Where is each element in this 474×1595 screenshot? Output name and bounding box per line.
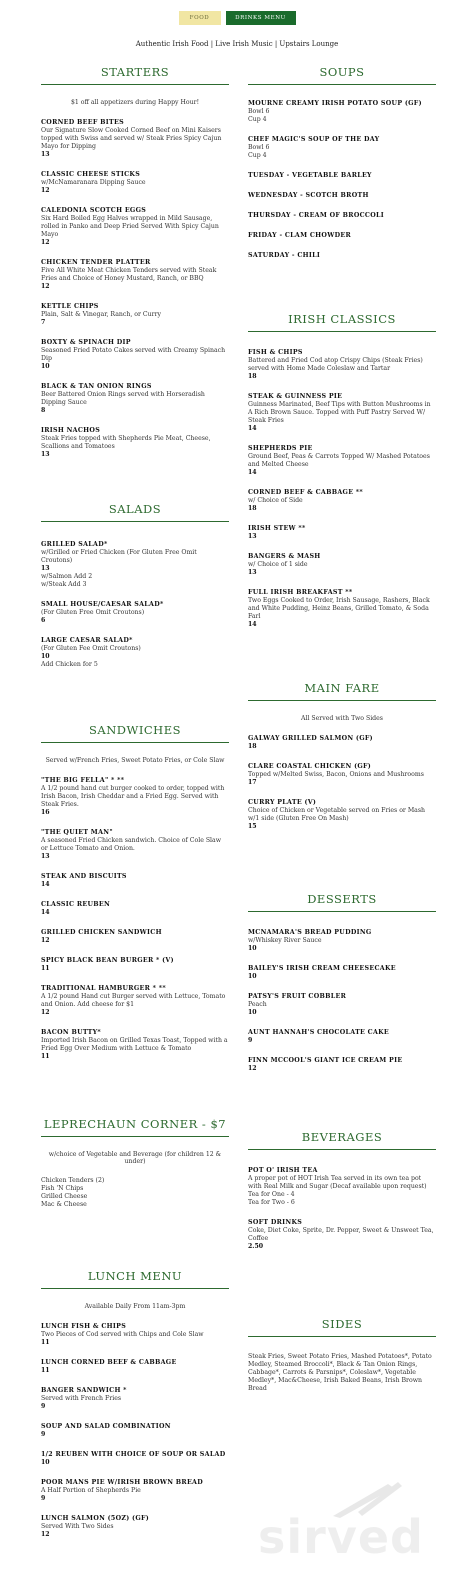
menu-item — [248, 231, 436, 240]
item-name: MCNAMARA'S BREAD PUDDING — [248, 929, 372, 936]
item-description: Coke, Diet Coke, Sprite, Dr. Pepper, Sweet & Unsweet Tea, Coffee — [248, 1227, 434, 1242]
item-name: CALEDONIA SCOTCH EGGS — [41, 207, 147, 214]
item-price: 12 — [41, 937, 50, 944]
item-name: BOXTY & SPINACH DIP — [41, 339, 131, 346]
item-price: 11 — [41, 1339, 50, 1346]
item-name: LUNCH CORNED BEEF & CABBAGE — [41, 1359, 177, 1366]
menu-item — [41, 382, 229, 415]
section-irish-classics — [248, 311, 436, 640]
item-name: POOR MANS PIE W/IRISH BROWN BREAD — [41, 1479, 203, 1486]
menu-item — [248, 1028, 436, 1045]
item-name: SOUP AND SALAD COMBINATION — [41, 1423, 171, 1430]
item-price: 12 — [41, 1009, 50, 1016]
menu-item — [41, 118, 229, 159]
section-divider — [41, 742, 229, 743]
menu-item — [248, 392, 436, 433]
section-divider — [41, 521, 229, 522]
section-desserts — [248, 891, 436, 1084]
tab-food[interactable]: FOOD — [179, 11, 221, 25]
item-name: TUESDAY - VEGETABLE BARLEY — [248, 172, 372, 179]
item-description: A seasoned Fried Chicken sandwich. Choice of Cole Slaw or Lettuce Tomato and Onion. — [41, 837, 222, 852]
item-description: Ground Beef, Peas & Carrots Topped W/ Mashed Potatoes and Melted Cheese — [248, 453, 430, 468]
menu-item — [248, 171, 436, 180]
menu-item — [248, 211, 436, 220]
item-name: CHICKEN TENDER PLATTER — [41, 259, 151, 266]
item-name: CHEF MAGIC'S SOUP OF THE DAY — [248, 136, 380, 143]
item-price: 10 — [41, 1459, 50, 1466]
menu-item — [248, 964, 436, 981]
menu-item — [41, 928, 229, 945]
menu-item — [41, 1450, 229, 1467]
menu-item — [41, 984, 229, 1017]
item-price: 11 — [41, 1367, 50, 1374]
section-title: SOUPS — [319, 65, 365, 79]
menu-item — [41, 338, 229, 371]
item-description: w/ Choice of 1 side — [248, 561, 308, 568]
item-price: 10 — [41, 653, 50, 660]
item-name: LUNCH FISH & CHIPS — [41, 1323, 127, 1330]
item-name: BAILEY'S IRISH CREAM CHEESECAKE — [248, 965, 396, 972]
menu-item — [248, 552, 436, 577]
item-name: CLARE COASTAL CHICKEN (GF) — [248, 763, 372, 770]
item-name: IRISH STEW ** — [248, 525, 306, 532]
item-name: BANGER SANDWICH * — [41, 1387, 127, 1394]
section-title: LUNCH MENU — [87, 1269, 183, 1283]
item-description: A 1/2 pound hand cut burger cooked to order, topped with Irish Bacon, Irish Cheddar and a Fried Egg. Served with Steak Fries. — [41, 785, 225, 808]
menu-item — [248, 135, 436, 160]
section-title: IRISH CLASSICS — [288, 312, 396, 326]
menu-item — [248, 191, 436, 200]
item-description: w/Whiskey River Sauce — [248, 937, 322, 944]
section-beverages — [248, 1129, 436, 1262]
item-name: BLACK & TAN ONION RINGS — [41, 383, 152, 390]
item-name: TRADITIONAL HAMBURGER * ** — [41, 985, 166, 992]
section-sandwiches — [41, 722, 229, 1072]
section-divider — [41, 1136, 229, 1137]
item-line: Cup 4 — [248, 152, 267, 159]
menu-item — [248, 444, 436, 477]
item-description: Two Pieces of Cod served with Chips and Cole Slaw — [41, 1331, 204, 1338]
section-title: STARTERS — [100, 65, 170, 79]
item-name: SATURDAY - CHILI — [248, 252, 321, 259]
item-description: (For Gluten Fee Omit Croutons) — [41, 645, 141, 652]
menu-item — [41, 302, 229, 327]
item-description: w/ Choice of Side — [248, 497, 303, 504]
menu-item — [41, 1514, 229, 1539]
item-name: SOFT DRINKS — [248, 1219, 303, 1226]
item-price: 15 — [248, 823, 257, 830]
right-column — [248, 0, 436, 1595]
item-name: LUNCH SALMON (5OZ) (GF) — [41, 1515, 150, 1522]
item-description: Seasoned Fried Potato Cakes served with Creamy Spinach Dip — [41, 347, 226, 362]
item-price: 9 — [41, 1403, 46, 1410]
item-price: 10 — [248, 973, 257, 980]
section-note: w/choice of Vegetable and Beverage (for children 12 & under) — [48, 1151, 222, 1165]
item-name: SHEPHERDS PIE — [248, 445, 313, 452]
item-price: 14 — [248, 425, 257, 432]
section-note: $1 off all appetizers during Happy Hour! — [70, 99, 200, 106]
item-name: LARGE CAESAR SALAD* — [41, 637, 133, 644]
item-line: Bowl 6 — [248, 108, 270, 115]
item-price: 13 — [41, 565, 50, 572]
kids-item: Chicken Tenders (2) — [41, 1177, 105, 1184]
item-price: 12 — [41, 1531, 50, 1538]
menu-item — [41, 1322, 229, 1347]
item-description: Battered and Fried Cod atop Crispy Chips (Steak Fries) served with Home Made Coleslaw and Tartar — [248, 357, 423, 372]
item-price: 12 — [41, 187, 50, 194]
item-name: CORNED BEEF & CABBAGE ** — [248, 489, 363, 496]
kids-item: Mac & Cheese — [41, 1201, 87, 1208]
item-description: Five All White Meat Chicken Tenders served with Steak Fries and Choice of Honey Mustard, Ranch, or BBQ — [41, 267, 217, 282]
section-divider — [41, 84, 229, 85]
menu-item — [41, 1386, 229, 1411]
item-name: CLASSIC CHEESE STICKS — [41, 171, 141, 178]
menu-item — [248, 1056, 436, 1073]
menu-item — [248, 348, 436, 381]
menu-item — [41, 1478, 229, 1503]
item-list — [248, 928, 436, 1073]
item-name: SMALL HOUSE/CAESAR SALAD* — [41, 601, 164, 608]
item-name: GRILLED CHICKEN SANDWICH — [41, 929, 162, 936]
menu-item — [41, 426, 229, 459]
item-price: 14 — [41, 909, 50, 916]
item-name: BANGERS & MASH — [248, 553, 321, 560]
menu-item — [248, 798, 436, 831]
item-name: CURRY PLATE (V) — [248, 799, 317, 806]
menu-item — [41, 828, 229, 861]
menu-item — [41, 258, 229, 291]
item-price: 9 — [41, 1431, 46, 1438]
item-price: 13 — [41, 853, 50, 860]
item-list — [41, 1322, 229, 1539]
item-description: Six Hard Boiled Egg Halves wrapped in Mild Sausage, rolled in Panko and Deep Fried Served With Spicy Cajun Mayo — [41, 215, 219, 238]
section-note: Available Daily From 11am-3pm — [84, 1303, 186, 1310]
menu-item — [248, 524, 436, 541]
section-soups — [248, 64, 436, 271]
section-note: Served w/French Fries, Sweet Potato Fries, or Cole Slaw — [45, 757, 225, 764]
menu-item — [248, 1166, 436, 1207]
menu-item — [41, 956, 229, 973]
menu-item — [41, 872, 229, 889]
item-description: Guinness Marinated, Beef Tips with Button Mushrooms in A Rich Brown Sauce. Topped with Puff Pastry Served W/ Steak Fries — [248, 401, 431, 424]
item-list — [41, 540, 229, 669]
section-divider — [248, 84, 436, 85]
section-note: All Served with Two Sides — [301, 715, 383, 722]
item-list — [41, 118, 229, 459]
section-divider — [248, 1336, 436, 1337]
item-price: 13 — [41, 151, 50, 158]
section-sides — [248, 1316, 436, 1393]
kids-item: Grilled Cheese — [41, 1193, 88, 1200]
menu-item — [41, 776, 229, 817]
section-title: LEPRECHAUN CORNER - $7 — [43, 1117, 227, 1131]
sides-text: Steak Fries, Sweet Potato Fries, Mashed Potatoes*, Potato Medley, Steamed Broccoli*, Black & Tan Onion Rings, Cabbage*, Carrots & Parsnips*, Coleslaw*, Vegetable Medley*, Mac&Cheese, Irish Baked Beans, Irish Brown Bread — [248, 1353, 432, 1392]
item-description: A 1/2 pound Hand cut Burger served with Lettuce, Tomato and Onion. Add cheese for $1 — [41, 993, 226, 1008]
menu-item — [248, 99, 436, 124]
item-name: CLASSIC REUBEN — [41, 901, 111, 908]
tagline: Authentic Irish Food | Live Irish Music | Upstairs Lounge — [135, 40, 339, 48]
item-price: 7 — [41, 319, 46, 326]
item-description: Beer Battered Onion Rings served with Horseradish Dipping Sauce — [41, 391, 205, 406]
section-title: SALADS — [108, 502, 162, 516]
item-price: 12 — [41, 239, 50, 246]
menu-item — [248, 992, 436, 1017]
item-price: 18 — [248, 373, 257, 380]
item-price: 9 — [41, 1495, 46, 1502]
watermark-text: sirved — [258, 1510, 424, 1564]
item-price: 10 — [41, 363, 50, 370]
item-price: 2.50 — [248, 1243, 264, 1250]
kids-list — [41, 1177, 229, 1209]
item-name: "THE BIG FELLA" * ** — [41, 777, 125, 784]
item-extra: Add Chicken for 5 — [41, 661, 98, 668]
item-name: GRILLED SALAD* — [41, 541, 108, 548]
item-name: STEAK & GUINNESS PIE — [248, 393, 343, 400]
item-description: Peach — [248, 1001, 267, 1008]
item-description: A Half Portion of Shepherds Pie — [41, 1487, 141, 1494]
kids-item: Fish 'N Chips — [41, 1185, 84, 1192]
item-name: CORNED BEEF BITES — [41, 119, 124, 126]
item-price: 18 — [248, 743, 257, 750]
item-list — [248, 99, 436, 260]
menu-item — [41, 540, 229, 589]
menu-item — [41, 1358, 229, 1375]
item-line: Cup 4 — [248, 116, 267, 123]
item-name: 1/2 REUBEN WITH CHOICE OF SOUP OR SALAD — [41, 1451, 226, 1458]
menu-item — [41, 1422, 229, 1439]
item-description: A proper pot of HOT Irish Tea served in its own tea pot with Real Milk and Sugar (Decaf available upon request) — [248, 1175, 427, 1190]
item-name: STEAK AND BISCUITS — [41, 873, 127, 880]
item-name: FISH & CHIPS — [248, 349, 303, 356]
item-line: Tea for Two - 6 — [248, 1199, 295, 1206]
item-name: BACON BUTTY* — [41, 1029, 102, 1036]
item-name: SPICY BLACK BEAN BURGER * (V) — [41, 957, 174, 964]
item-name: POT O' IRISH TEA — [248, 1167, 318, 1174]
left-column — [41, 0, 229, 1595]
item-name: IRISH NACHOS — [41, 427, 101, 434]
item-description: Choice of Chicken or Vegetable served on Fries or Mash w/1 side (Gluten Free On Mash) — [248, 807, 426, 822]
section-title: SANDWICHES — [89, 723, 181, 737]
menu-item — [248, 251, 436, 260]
item-price: 14 — [41, 881, 50, 888]
item-description: Served with French Fries — [41, 1395, 122, 1402]
item-name: THURSDAY - CREAM OF BROCCOLI — [248, 212, 384, 219]
item-price: 13 — [248, 533, 257, 540]
item-price: 18 — [248, 505, 257, 512]
menu-item — [248, 488, 436, 513]
item-list — [248, 1166, 436, 1251]
item-name: FRIDAY - CLAM CHOWDER — [248, 232, 351, 239]
item-price: 13 — [248, 569, 257, 576]
item-price: 16 — [41, 809, 50, 816]
section-divider — [41, 1288, 229, 1289]
item-price: 12 — [41, 283, 50, 290]
menu-item — [41, 900, 229, 917]
section-leprechaun-corner — [41, 1116, 229, 1209]
item-price: 11 — [41, 1053, 50, 1060]
item-price: 14 — [248, 469, 257, 476]
item-price: 11 — [41, 965, 50, 972]
section-salads — [41, 501, 229, 680]
item-price: 13 — [41, 451, 50, 458]
item-name: "THE QUIET MAN" — [41, 829, 113, 836]
section-divider — [248, 911, 436, 912]
item-extra: w/Steak Add 3 — [41, 581, 87, 588]
sirved-watermark — [258, 1478, 448, 1574]
item-description: Two Eggs Cooked to Order, Irish Sausage, Rashers, Black and White Pudding, Heinz Beans, Grilled Tomato, & Soda Farl — [248, 597, 430, 620]
item-line: Tea for One - 4 — [248, 1191, 295, 1198]
item-name: WEDNESDAY - SCOTCH BROTH — [248, 192, 369, 199]
item-price: 9 — [248, 1037, 253, 1044]
item-price: 8 — [41, 407, 46, 414]
item-list — [248, 734, 436, 831]
section-main-fare — [248, 680, 436, 842]
menu-item — [41, 600, 229, 625]
item-list — [248, 348, 436, 629]
item-description: w/Grilled or Fried Chicken (For Gluten Free Omit Croutons) — [41, 549, 197, 564]
item-description: Imported Irish Bacon on Grilled Texas Toast, Topped with a Fried Egg Over Medium with Lettuce & Tomato — [41, 1037, 228, 1052]
item-name: GALWAY GRILLED SALMON (GF) — [248, 735, 373, 742]
item-description: (For Gluten Free Omit Croutons) — [41, 609, 145, 616]
section-title: MAIN FARE — [304, 681, 380, 695]
item-description: Plain, Salt & Vinegar, Ranch, or Curry — [41, 311, 162, 318]
item-price: 12 — [248, 1065, 257, 1072]
item-description: Steak Fries topped with Shepherds Pie Meat, Cheese, Scallions and Tomatoes — [41, 435, 211, 450]
item-price: 17 — [248, 779, 257, 786]
menu-item — [248, 588, 436, 629]
item-name: KETTLE CHIPS — [41, 303, 99, 310]
item-name: AUNT HANNAH'S CHOCOLATE CAKE — [248, 1029, 390, 1036]
section-lunch-menu — [41, 1268, 229, 1550]
item-description: Our Signature Slow Cooked Corned Beef on Mini Kaisers topped with Swiss and served w/ Steak Fries Spicy Cajun Mayo for Dipping — [41, 127, 222, 150]
section-title: SIDES — [321, 1317, 363, 1331]
menu-item — [41, 206, 229, 247]
item-description: Served With Two Sides — [41, 1523, 114, 1530]
item-price: 6 — [41, 617, 46, 624]
section-divider — [248, 700, 436, 701]
section-divider — [248, 331, 436, 332]
item-price: 14 — [248, 621, 257, 628]
menu-item — [41, 170, 229, 195]
menu-item — [248, 762, 436, 787]
item-line: Bowl 6 — [248, 144, 270, 151]
item-name: FINN MCCOOL'S GIANT ICE CREAM PIE — [248, 1057, 403, 1064]
section-title: DESSERTS — [307, 892, 377, 906]
menu-item — [41, 1028, 229, 1061]
item-price: 10 — [248, 1009, 257, 1016]
menu-item — [248, 1218, 436, 1251]
item-list — [41, 776, 229, 1061]
item-name: FULL IRISH BREAKFAST ** — [248, 589, 353, 596]
section-divider — [248, 1149, 436, 1150]
item-price: 10 — [248, 945, 257, 952]
item-name: PATSY'S FRUIT COBBLER — [248, 993, 347, 1000]
item-description: w/McNamaranara Dipping Sauce — [41, 179, 146, 186]
section-title: BEVERAGES — [301, 1130, 383, 1144]
menu-item — [248, 734, 436, 751]
menu-item — [248, 928, 436, 953]
section-starters — [41, 64, 229, 470]
item-extra: w/Salmon Add 2 — [41, 573, 93, 580]
item-description: Topped w/Melted Swiss, Bacon, Onions and Mushrooms — [248, 771, 424, 778]
menu-item — [41, 636, 229, 669]
tab-drinks-menu[interactable]: DRINKS MENU — [226, 11, 296, 25]
item-name: MOURNE CREAMY IRISH POTATO SOUP (GF) — [248, 100, 422, 107]
